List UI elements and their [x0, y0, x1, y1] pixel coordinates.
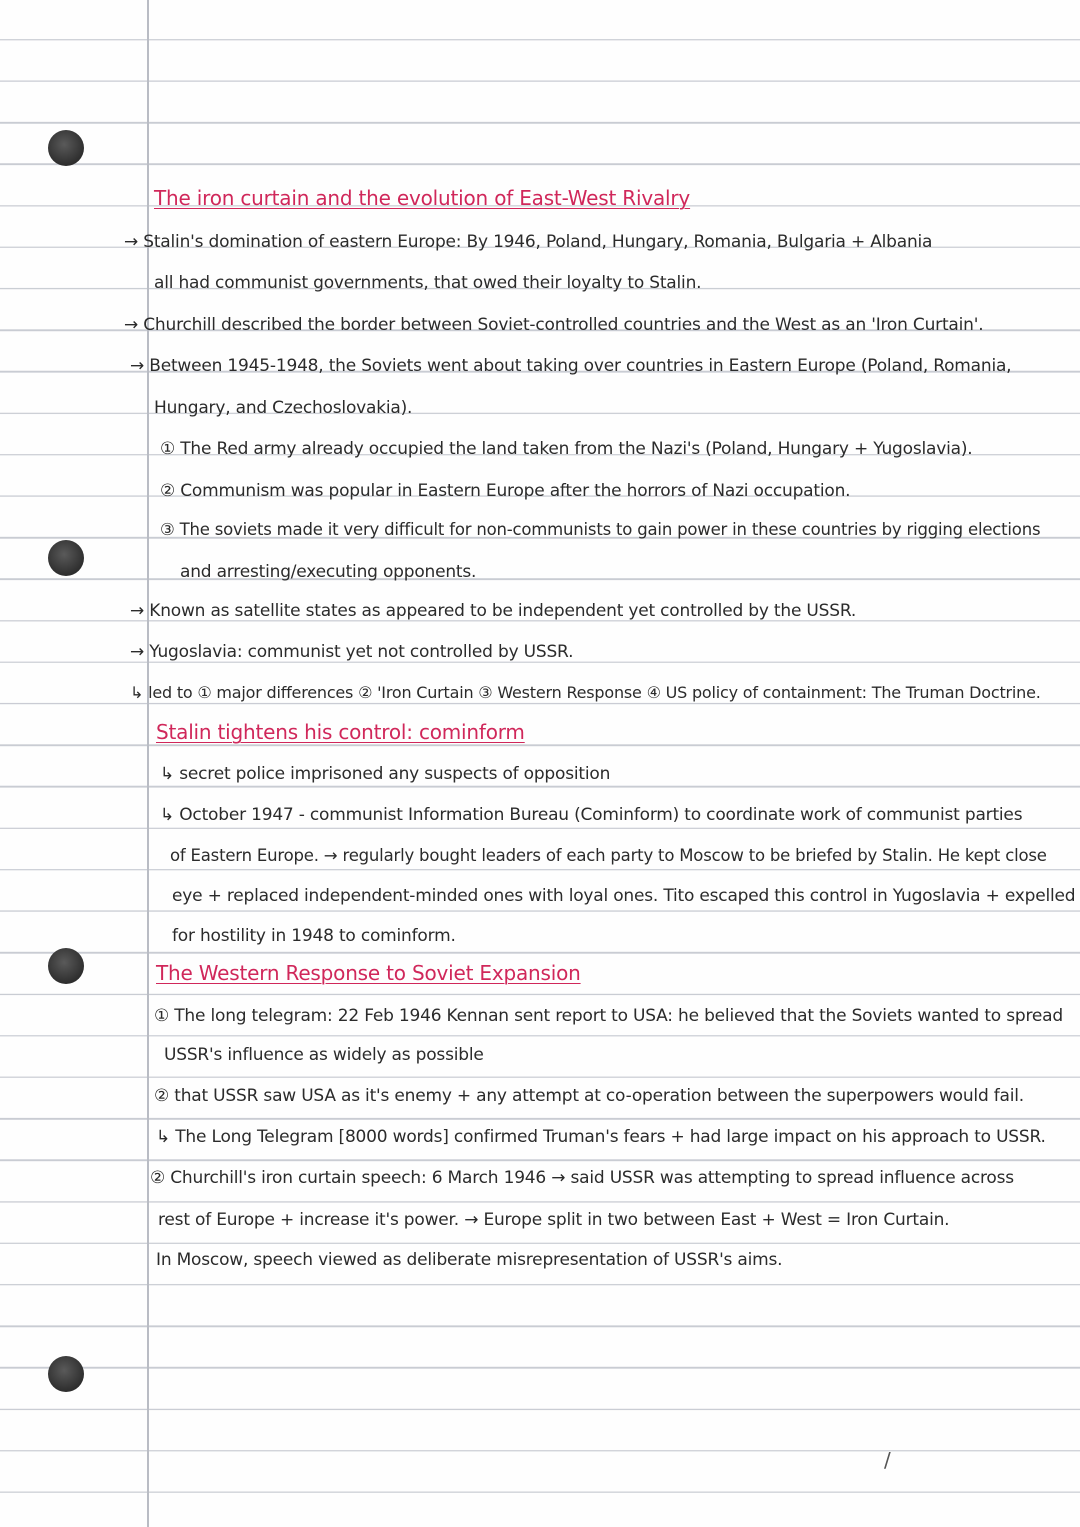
note-line: → Between 1945-1948, the Soviets went about taking over countries in Eastern Europe (Poland, Romania,: [130, 356, 1012, 376]
note-line: ③ The soviets made it very difficult for non-communists to gain power in these countries by rigging elections: [160, 520, 1041, 539]
note-line: ↳ The Long Telegram [8000 words] confirmed Truman's fears + had large impact on his approach to USSR.: [156, 1127, 1046, 1147]
note-line: rest of Europe + increase it's power. → Europe split in two between East + West = Iron Curtain.: [158, 1210, 950, 1230]
note-line: for hostility in 1948 to cominform.: [172, 926, 456, 946]
note-line: ↳ led to ① major differences ② 'Iron Curtain ③ Western Response ④ US policy of containment: The Truman Doctrine.: [130, 683, 1041, 702]
heading-western-response: The Western Response to Soviet Expansion: [156, 961, 581, 985]
heading-iron-curtain: The iron curtain and the evolution of East-West Rivalry: [154, 186, 691, 210]
margin-line: [147, 0, 149, 1527]
pen-mark: /: [884, 1448, 891, 1472]
note-line: ↳ secret police imprisoned any suspects of opposition: [160, 764, 611, 784]
note-line: → Yugoslavia: communist yet not controlled by USSR.: [130, 642, 574, 662]
note-line: ② Communism was popular in Eastern Europe after the horrors of Nazi occupation.: [160, 481, 851, 501]
note-line: eye + replaced independent-minded ones with loyal ones. Tito escaped this control in Yugoslavia + expelled: [172, 886, 1076, 906]
note-line: → Known as satellite states as appeared to be independent yet controlled by the USSR.: [130, 601, 857, 621]
note-line: of Eastern Europe. → regularly bought leaders of each party to Moscow to be briefed by Stalin. He kept close: [170, 846, 1047, 865]
note-line: In Moscow, speech viewed as deliberate misrepresentation of USSR's aims.: [156, 1250, 783, 1270]
note-line: Hungary, and Czechoslovakia).: [154, 398, 413, 418]
note-line: ↳ October 1947 - communist Information Bureau (Cominform) to coordinate work of communist parties: [160, 805, 1023, 825]
note-line: ① The long telegram: 22 Feb 1946 Kennan sent report to USA: he believed that the Soviets wanted to spread: [154, 1006, 1063, 1026]
note-line: ② Churchill's iron curtain speech: 6 March 1946 → said USSR was attempting to spread influence across: [150, 1168, 1014, 1188]
note-line: all had communist governments, that owed their loyalty to Stalin.: [154, 273, 702, 293]
punch-hole: [48, 540, 84, 576]
note-line: → Churchill described the border between Soviet-controlled countries and the West as an 'Iron Curtain'.: [124, 315, 984, 335]
note-line: and arresting/executing opponents.: [180, 562, 477, 582]
note-line: USSR's influence as widely as possible: [164, 1045, 484, 1065]
note-line: ① The Red army already occupied the land taken from the Nazi's (Poland, Hungary + Yugoslavia).: [160, 439, 973, 459]
punch-hole: [48, 948, 84, 984]
punch-hole: [48, 130, 84, 166]
note-line: → Stalin's domination of eastern Europe: By 1946, Poland, Hungary, Romania, Bulgaria + Albania: [124, 232, 933, 252]
note-line: ② that USSR saw USA as it's enemy + any attempt at co-operation between the superpowers would fail.: [154, 1086, 1024, 1106]
heading-cominform: Stalin tightens his control: cominform: [156, 720, 525, 744]
punch-hole: [48, 1356, 84, 1392]
